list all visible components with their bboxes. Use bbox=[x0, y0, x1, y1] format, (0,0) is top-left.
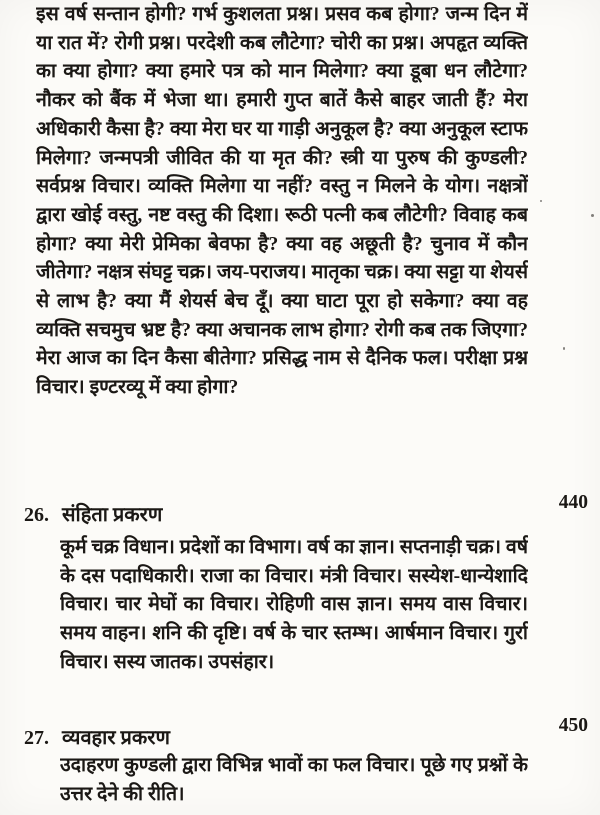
toc-entry-page-number: 450 bbox=[558, 715, 588, 736]
toc-entry-number: 26. bbox=[24, 504, 49, 526]
scan-artifact-dot bbox=[591, 214, 594, 217]
toc-entry-page-number: 440 bbox=[558, 492, 588, 513]
toc-entry-description: कूर्म चक्र विधान। प्रदेशों का विभाग। वर्ष का ज्ञान। सप्तनाड़ी चक्र। वर्ष के दस पदाधिकारी। राजा का विचार। मंत्री विचार। सस्येश-धान्येशादि विचार। चार मेघों का विचार। रोहिणी वास ज्ञान। समय वास विचार। समय वाहन। शनि की दृष्टि। वर्ष के चार स्तम्भ। आर्षमान विचार। गुर्रा विचार। सस्य जातक। उपसंहार। bbox=[60, 537, 528, 673]
scan-artifact-dot bbox=[563, 347, 565, 350]
toc-continuation-paragraph: इस वर्ष सन्तान होगी? गर्भ कुशलता प्रश्न। प्रसव कब होगा? जन्म दिन में या रात में? रोगी प्रश्न। परदेशी कब लौटेगा? चोरी का प्रश्न। अपहृत व्यक्ति का क्या होगा? क्या हमारे पत्र को मान मिलेगा? क्या डूबा धन लौटेगा? नौकर को बैंक में भेजा था। हमारी गुप्त बातें कैसे बाहर जाती हैं? मेरा अधिकारी कैसा है? क्या मेरा घर या गाड़ी अनुकूल है? क्या अनुकूल स्टाफ मिलेगा? जन्मपत्री जीवित की या मृत की? स्त्री या पुरुष की कुण्डली? सर्वप्रश्न विचार। व्यक्ति मिलेगा या नहीं? वस्तु न मिलने के योग। नक्षत्रों द्वारा खोई वस्तु, नष्ट वस्तु की दिशा। रूठी पत्नी कब लौटेगी? विवाह कब होगा? क्या मेरी प्रेमिका बेवफा है? क्या वह अछूती है? चुनाव में कौन जीतेगा? नक्षत्र संघट्ट चक्र। जय-पराजय। मातृका चक्र। क्या सट्टा या शेयर्स से लाभ है? क्या मैं शेयर्स बेच दूँ। क्या घाटा पूरा हो सकेगा? क्या वह व्यक्ति सचमुच भ्रष्ट है? क्या अचानक लाभ होगा? रोगी कब तक जिएगा? मेरा आज का दिन कैसा बीतेगा? प्रसिद्ध नाम से दैनिक फल। परीक्षा प्रश्न विचार। इण्टरव्यू में क्या होगा? bbox=[36, 4, 528, 399]
toc-entry bbox=[24, 725, 540, 751]
toc-entry bbox=[24, 502, 540, 528]
toc-entry-description: उदाहरण कुण्डली द्वारा विभिन्न भावों का फल विचार। पूछे गए प्रश्नों के उत्तर देने की रीति। bbox=[60, 755, 528, 805]
toc-entry-title: संहिता प्रकरण bbox=[62, 504, 163, 526]
toc-entry-number: 27. bbox=[24, 727, 49, 749]
scan-artifact-dot bbox=[540, 200, 542, 202]
toc-entry-title: व्यवहार प्रकरण bbox=[62, 727, 170, 749]
